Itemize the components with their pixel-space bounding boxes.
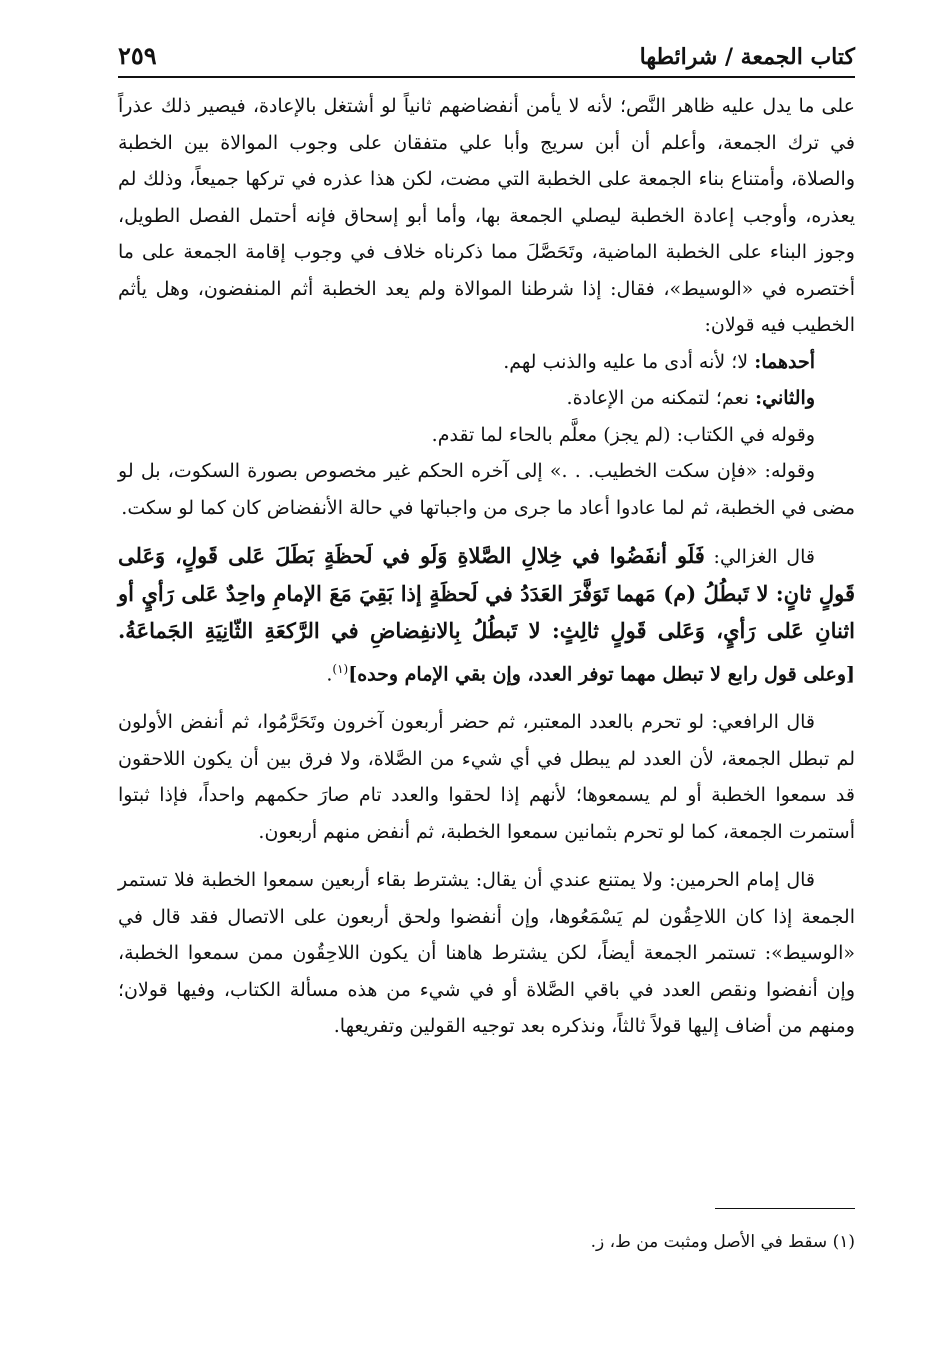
paragraph-second-opinion — [118, 380, 855, 417]
footnote-text: سقط في الأصل ومثبت من ط، ز. — [590, 1232, 828, 1252]
paragraph-ghazali — [118, 538, 855, 692]
footnote — [118, 1228, 855, 1256]
footnote-divider — [715, 1208, 855, 1209]
paragraph-rafii: قال الرافعي: لو تحرم بالعدد المعتبر، ثم حضر أربعون آخرون وتَحَرَّمُوا، ثم أنفض الأولون لم تبطل الجمعة، لأن العدد لم يبطل في أي شيء من الصَّلاة، ولا فرق بين أن يكون اللاحقون قد سمعوا الخطبة أو لم يسمعوها؛ لأنهم إذا لحقوا والعدد تام صارَ حكمهم واحداً، فإذا ثبتوا أستمرت الجمعة، كما لو تحرم بثمانين سمعوا الخطبة، ثم أنفض منهم أربعون. — [118, 711, 855, 843]
page-number: ٢٥٩ — [118, 41, 157, 70]
paragraph-kitab: وقوله في الكتاب: (لم يجز) معلَّم بالحاء لما تقدم. — [431, 423, 815, 446]
first-opinion-label: أحدهما: — [754, 350, 815, 373]
paragraph-sakata: وقوله: «فإن سكت الخطيب. . .» إلى آخره الحكم غير مخصوص بصورة السكوت، بل لو مضى في الخطبة، ثم لما عادوا أعاد ما جرى من واجباتها في حالة الأنفضاض كان كما لو سكت. — [118, 460, 855, 519]
second-opinion-label: والثاني: — [755, 387, 815, 409]
footnote-number: (١) — [832, 1232, 855, 1252]
page-header — [118, 30, 855, 78]
paragraph-intro: على ما يدل عليه ظاهر النَّص؛ لأنه لا يأمن أنفضاضهم ثانياً لو أشتغل بالإعادة، فيصير ذلك عذراً في ترك الجمعة، وأعلم أن أبن سريج وأبا علي متفقان على وجوب الموالاة بين الخطبة والصلاة، وأمتناع بناء الجمعة على الخطبة التي مضت، لكن هذا عذره في تركها جميعاً، وذلك لم يعذره، وأوجب إعادة الخطبة ليصلي الجمعة بها، وأما أبو إسحاق فإنه أحتمل الفصل الطويل، وجوز البناء على الخطبة الماضية، وتَحَصَّلَ مما ذكرناه خلاف في وجوب إقامة الجمعة على ما أختصره في «الوسيط»، فقال: إذا شرطنا الموالاة ولم يعد الخطبة أثم المنفضون، وهل يأثم الخطيب فيه قولان: — [118, 95, 855, 336]
first-opinion-text: لا؛ لأنه أدى ما عليه والذنب لهم. — [503, 350, 755, 373]
paragraph-first-opinion — [118, 344, 855, 381]
page-body — [118, 88, 855, 1045]
running-title: كتاب الجمعة / شرائطها — [639, 44, 855, 70]
footnote-reference: (١) — [332, 661, 349, 676]
ghazali-end: . — [326, 662, 333, 685]
ghazali-bracket: [وعلى قول رابع لا تبطل مهما توفر العدد، وإن بقي الإمام وحده] — [348, 662, 855, 685]
ghazali-matn: فَلَو أنفَضُوا في خِلالِ الصَّلاةِ وَلَو في لَحظَةٍ بَطَلَ عَلى قَولٍ، وَعَلى قَولٍ ثانٍ: لا تَبطُلُ (م) مَهما تَوَفَّرَ العَدَدُ في لَحظَةٍ إذا بَقِيَ مَعَ الإمامِ واحِدٌ عَلى رَأيٍ أو اثنانِ عَلى رَأيٍ، وَعَلى قَولٍ ثالِثٍ: لا تَبطُلُ بِالانفِضاضِ في الرَّكعَةِ الثّانِيَةِ الجَماعَةُ. — [118, 543, 855, 643]
ghazali-intro: قال الغزالي: — [704, 546, 815, 568]
paragraph-haramayn: قال إمام الحرمين: ولا يمتنع عندي أن يقال: يشترط بقاء أربعين سمعوا الخطبة فلا تستمر الجمعة إذا كان اللاحِقُون لم يَسْمَعُوها، وإن أنفضوا ولحق أربعون على الاتصال فقد قال في «الوسيط»: تستمر الجمعة أيضاً، لكن يشترط هاهنا أن يكون اللاحِقُون ممن سمعوا الخطبة، وإن أنفضوا ونقص العدد في باقي الصَّلاة أو في شيء من هذه مسألة الكتاب، وفيها قولان؛ ومنهم من أضاف إليها قولاً ثالثاً، ونذكره بعد توجيه القولين وتفريعها. — [118, 869, 855, 1038]
second-opinion-text: نعم؛ لتمكنه من الإعادة. — [566, 387, 756, 409]
